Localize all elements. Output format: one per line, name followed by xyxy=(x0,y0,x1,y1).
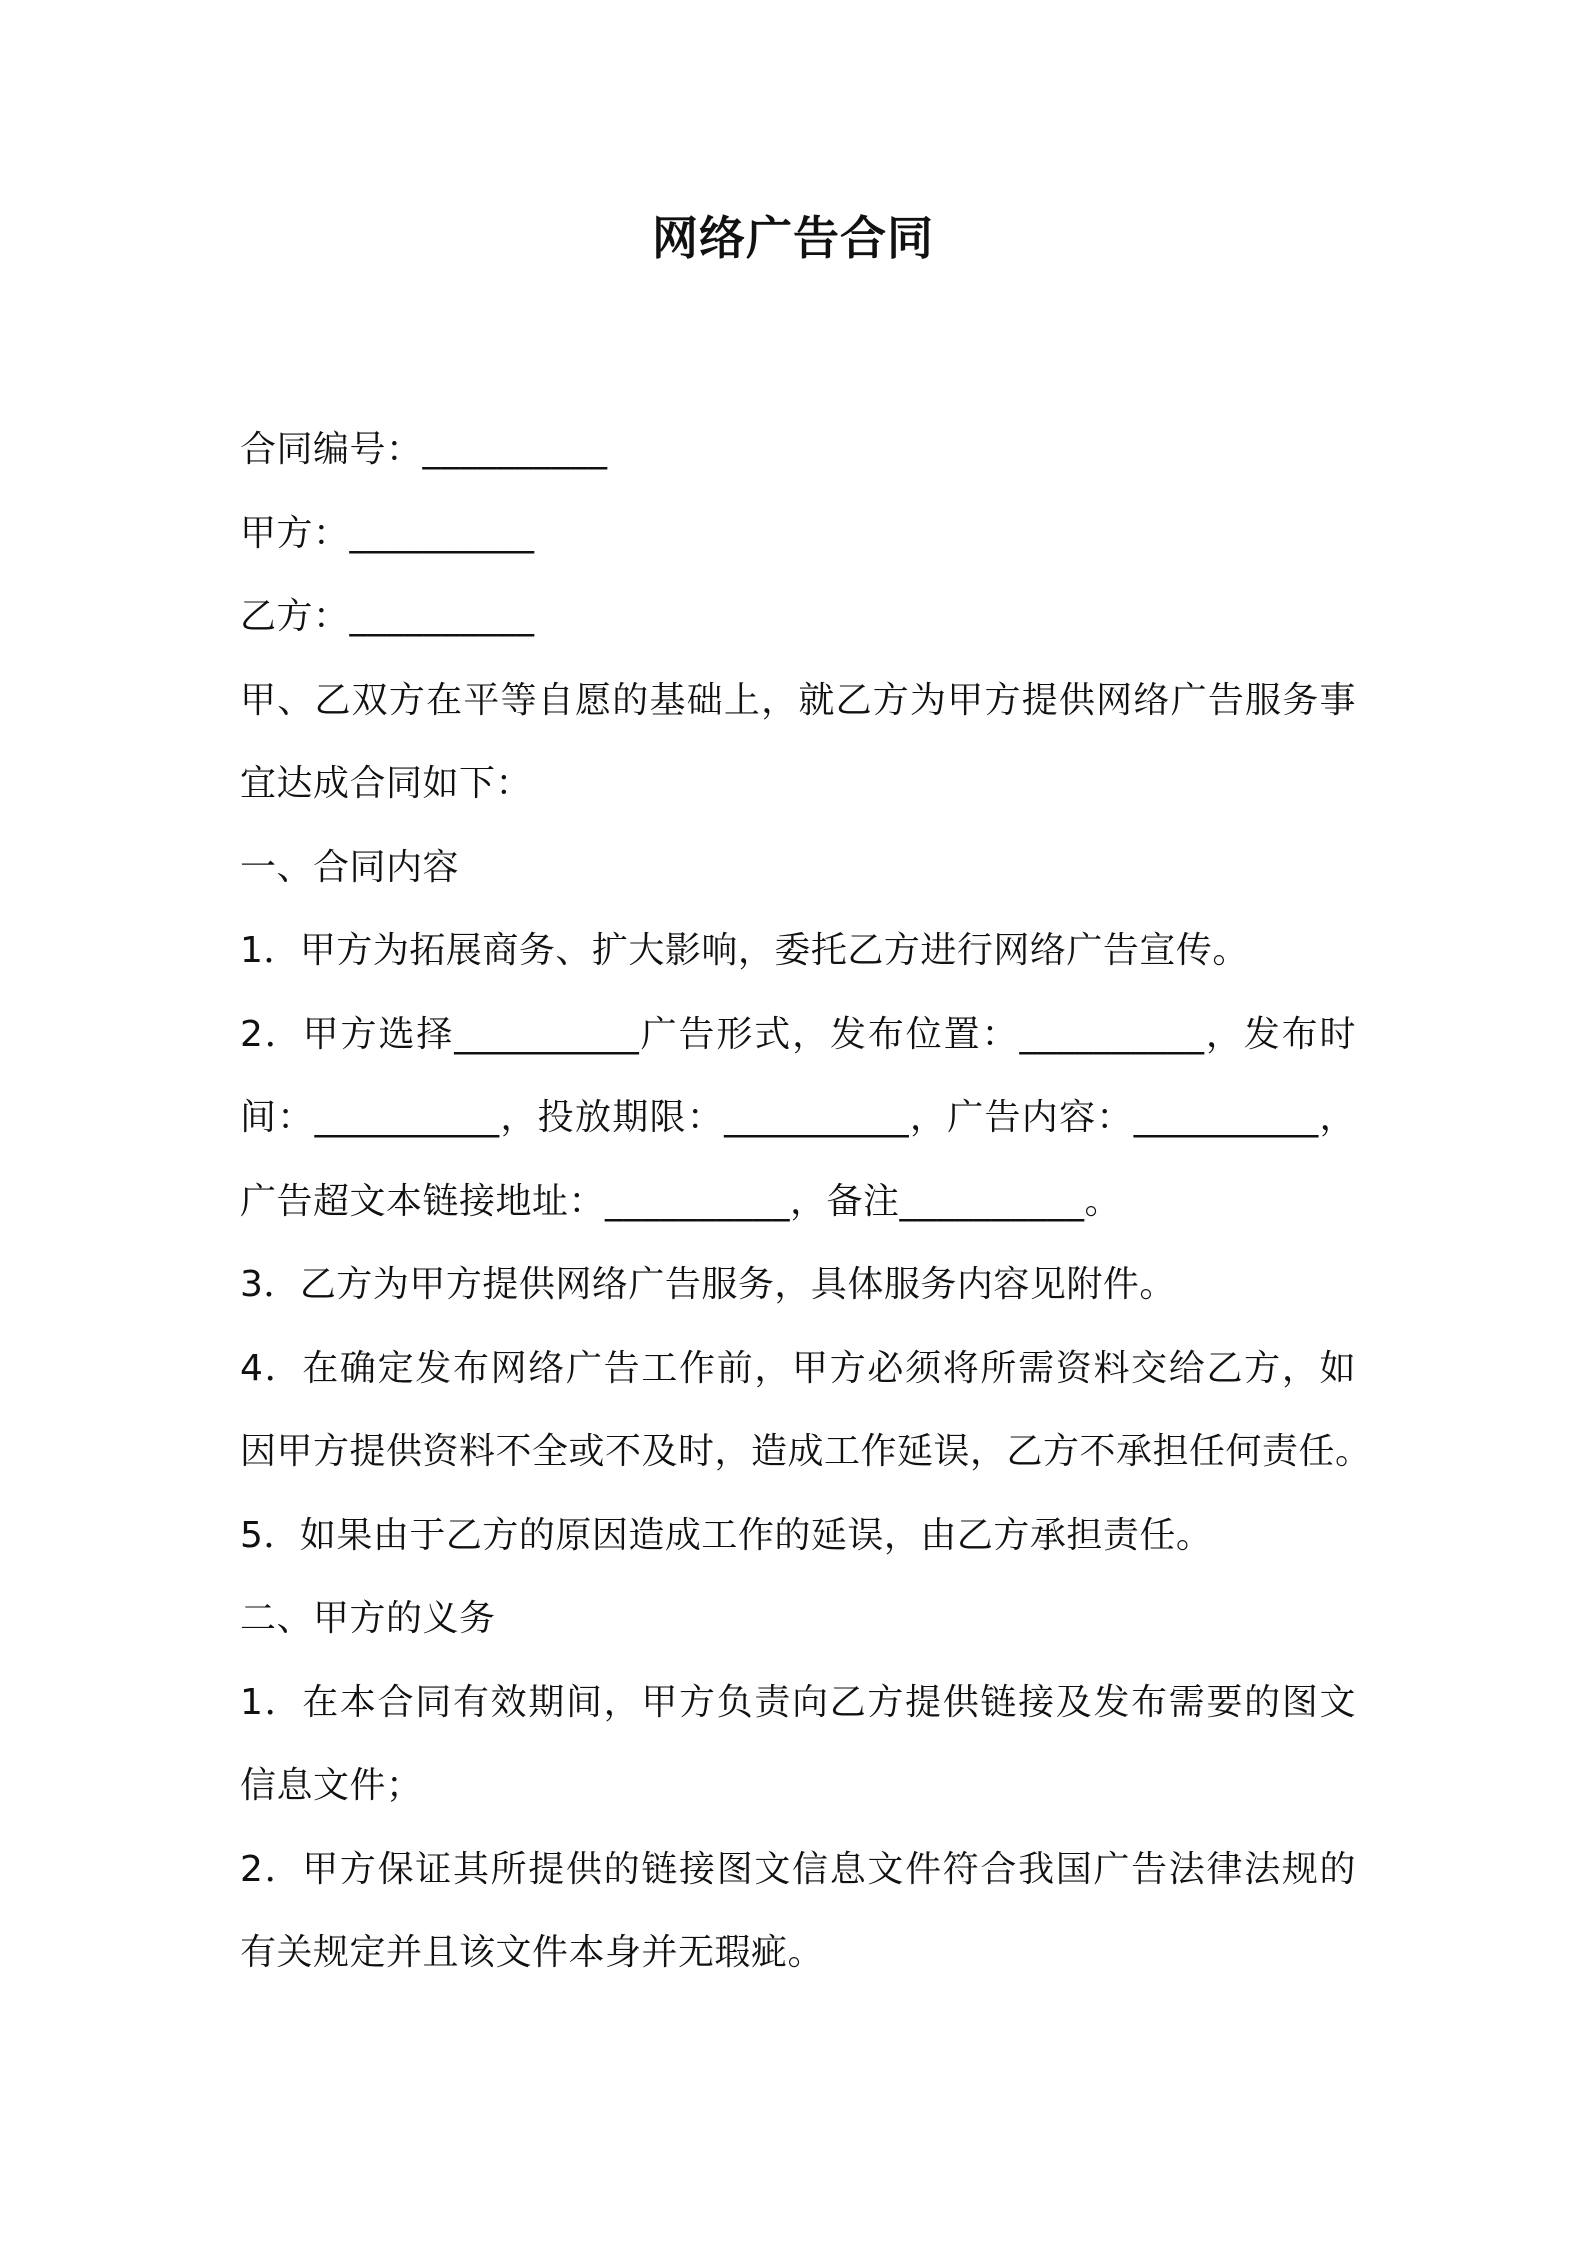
preamble-line: 甲、乙双方在平等自愿的基础上，就乙方为甲方提供网络广告服务事 xyxy=(240,679,1356,721)
clause-line: 信息文件； xyxy=(240,1765,423,1806)
clause-line: 3．乙方为甲方提供网络广告服务，具体服务内容见附件。 xyxy=(240,1264,1176,1305)
clause-line: 5．如果由于乙方的原因造成工作的延误，由乙方承担责任。 xyxy=(240,1514,1213,1556)
preamble-line: 宜达成合同如下： xyxy=(240,763,533,804)
document-title: 网络广告合同 xyxy=(652,211,934,265)
party-a-line: 甲方：__________ xyxy=(240,512,535,554)
clause-line: 广告超文本链接地址：__________，备注__________。 xyxy=(240,1180,1122,1222)
clause-line: 1．在本合同有效期间，甲方负责向乙方提供链接及发布需要的图文 xyxy=(240,1681,1356,1723)
clause-line: 有关规定并且该文件本身并无瑕疵。 xyxy=(240,1932,825,1973)
section-heading: 一、合同内容 xyxy=(240,846,460,888)
clause-line: 2．甲方保证其所提供的链接图文信息文件符合我国广告法律法规的 xyxy=(240,1848,1356,1890)
clause-line: 间：__________，投放期限：__________，广告内容：__________， xyxy=(240,1097,1356,1138)
clause-line: 1．甲方为拓展商务、扩大影响，委托乙方进行网络广告宣传。 xyxy=(240,930,1249,971)
clause-line: 2．甲方选择__________广告形式，发布位置：__________，发布时 xyxy=(240,1013,1356,1055)
clause-line: 4．在确定发布网络广告工作前，甲方必须将所需资料交给乙方，如 xyxy=(240,1347,1356,1389)
contract-number-line: 合同编号：__________ xyxy=(240,429,608,470)
party-b-line: 乙方：__________ xyxy=(240,596,535,637)
clause-line: 因甲方提供资料不全或不及时，造成工作延误，乙方不承担任何责任。 xyxy=(240,1431,1372,1472)
document-body xyxy=(240,408,1372,1995)
section-heading: 二、甲方的义务 xyxy=(240,1598,496,1639)
